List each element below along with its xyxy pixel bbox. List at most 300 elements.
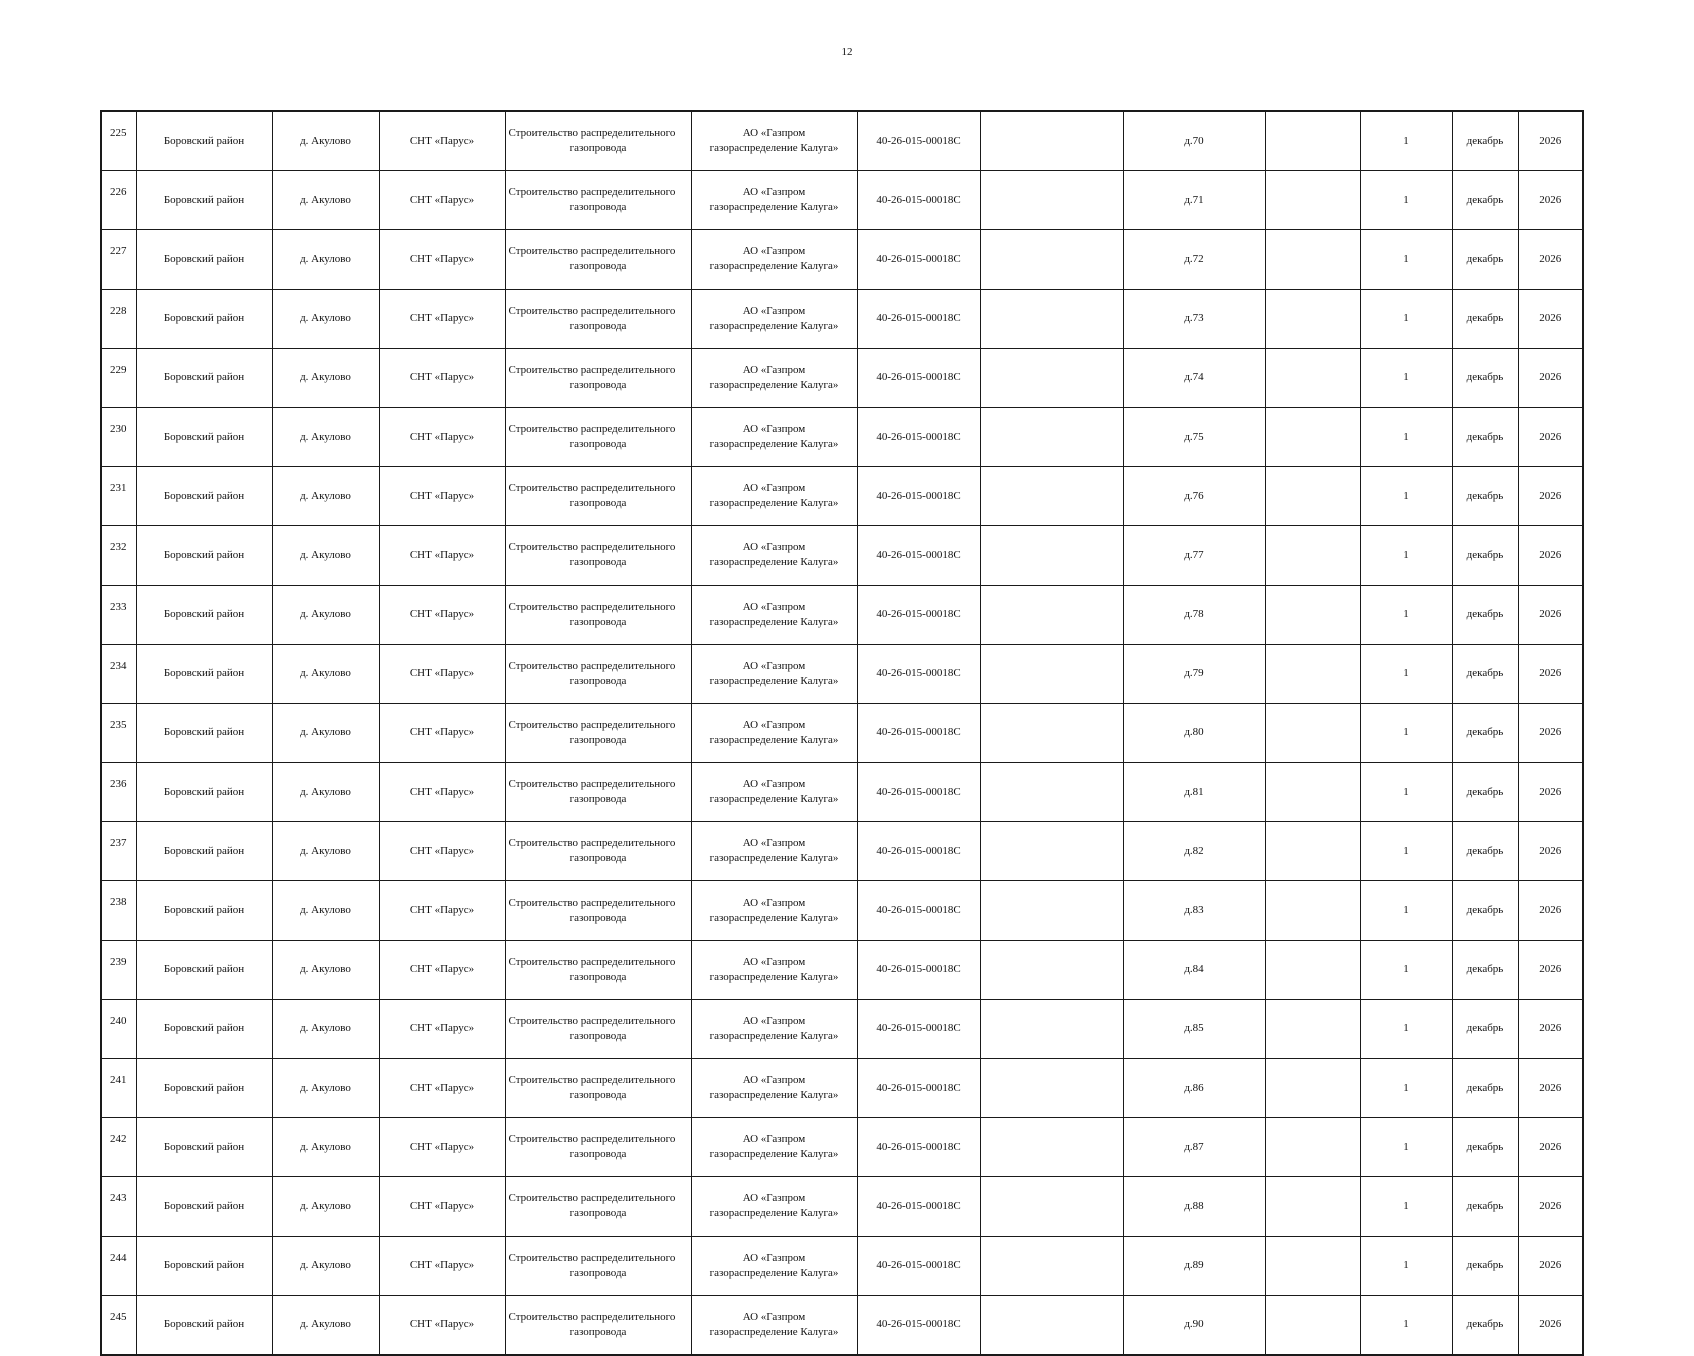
year-cell: 2026 <box>1518 763 1583 822</box>
locality-cell: д. Акулово <box>272 407 379 466</box>
district-cell: Боровский район <box>136 407 272 466</box>
house-cell: д.89 <box>1123 1236 1265 1295</box>
organization-line1: АО «Газпром <box>742 423 806 436</box>
organization-line2: газораспределение Калуга» <box>709 1029 839 1042</box>
house-cell: д.80 <box>1123 703 1265 762</box>
locality-cell: д. Акулово <box>272 289 379 348</box>
code-cell: 40-26-015-00018С <box>857 585 980 644</box>
month-cell: декабрь <box>1452 1059 1518 1118</box>
organization-cell <box>691 585 857 644</box>
object-cell: СНТ «Парус» <box>379 230 505 289</box>
work-type-line2: газопровода <box>569 378 627 391</box>
organization-line1: АО «Газпром <box>742 1133 806 1146</box>
work-type-line2: газопровода <box>569 733 627 746</box>
row-number: 229 <box>101 348 136 407</box>
organization-cell <box>691 526 857 585</box>
month-cell: декабрь <box>1452 703 1518 762</box>
district-cell: Боровский район <box>136 644 272 703</box>
organization-line2: газораспределение Калуга» <box>709 378 839 391</box>
empty-cell <box>980 1177 1123 1236</box>
work-type-cell <box>505 348 691 407</box>
district-cell: Боровский район <box>136 111 272 171</box>
locality-cell: д. Акулово <box>272 1177 379 1236</box>
year-cell: 2026 <box>1518 999 1583 1058</box>
year-cell: 2026 <box>1518 1118 1583 1177</box>
row-number: 244 <box>101 1236 136 1295</box>
count-cell: 1 <box>1360 585 1452 644</box>
row-number: 240 <box>101 999 136 1058</box>
locality-cell: д. Акулово <box>272 940 379 999</box>
house-cell: д.81 <box>1123 763 1265 822</box>
house-cell: д.86 <box>1123 1059 1265 1118</box>
district-cell: Боровский район <box>136 999 272 1058</box>
table-row <box>101 1177 1583 1236</box>
object-cell: СНТ «Парус» <box>379 1295 505 1355</box>
year-cell: 2026 <box>1518 703 1583 762</box>
organization-cell <box>691 230 857 289</box>
organization-line2: газораспределение Калуга» <box>709 793 839 806</box>
row-number: 228 <box>101 289 136 348</box>
year-cell: 2026 <box>1518 230 1583 289</box>
locality-cell: д. Акулово <box>272 348 379 407</box>
work-type-line1: Строительство распределительного <box>508 186 676 199</box>
district-cell: Боровский район <box>136 703 272 762</box>
month-cell: декабрь <box>1452 999 1518 1058</box>
table-row <box>101 644 1583 703</box>
count-cell: 1 <box>1360 526 1452 585</box>
count-cell: 1 <box>1360 1295 1452 1355</box>
object-cell: СНТ «Парус» <box>379 1059 505 1118</box>
empty-cell <box>1265 763 1360 822</box>
year-cell: 2026 <box>1518 585 1583 644</box>
organization-line1: АО «Газпром <box>742 1251 806 1264</box>
count-cell: 1 <box>1360 1236 1452 1295</box>
organization-line1: АО «Газпром <box>742 304 806 317</box>
row-number: 231 <box>101 467 136 526</box>
organization-cell <box>691 407 857 466</box>
organization-line1: АО «Газпром <box>742 659 806 672</box>
table-row <box>101 407 1583 466</box>
locality-cell: д. Акулово <box>272 1059 379 1118</box>
district-cell: Боровский район <box>136 585 272 644</box>
organization-line2: газораспределение Калуга» <box>709 1207 839 1220</box>
organization-cell <box>691 289 857 348</box>
work-type-line2: газопровода <box>569 1089 627 1102</box>
work-type-line2: газопровода <box>569 497 627 510</box>
count-cell: 1 <box>1360 703 1452 762</box>
locality-cell: д. Акулово <box>272 881 379 940</box>
year-cell: 2026 <box>1518 407 1583 466</box>
organization-cell <box>691 999 857 1058</box>
organization-cell <box>691 1059 857 1118</box>
year-cell: 2026 <box>1518 1059 1583 1118</box>
month-cell: декабрь <box>1452 940 1518 999</box>
district-cell: Боровский район <box>136 230 272 289</box>
count-cell: 1 <box>1360 1118 1452 1177</box>
registry-table <box>100 110 1584 1356</box>
object-cell: СНТ «Парус» <box>379 940 505 999</box>
work-type-cell <box>505 289 691 348</box>
organization-line2: газораспределение Калуга» <box>709 1266 839 1279</box>
empty-cell <box>1265 407 1360 466</box>
code-cell: 40-26-015-00018С <box>857 111 980 171</box>
month-cell: декабрь <box>1452 1177 1518 1236</box>
row-number: 236 <box>101 763 136 822</box>
empty-cell <box>980 644 1123 703</box>
code-cell: 40-26-015-00018С <box>857 348 980 407</box>
empty-cell <box>1265 1118 1360 1177</box>
count-cell: 1 <box>1360 230 1452 289</box>
organization-cell <box>691 940 857 999</box>
row-number: 245 <box>101 1295 136 1355</box>
code-cell: 40-26-015-00018С <box>857 999 980 1058</box>
empty-cell <box>980 881 1123 940</box>
work-type-line2: газопровода <box>569 852 627 865</box>
code-cell: 40-26-015-00018С <box>857 289 980 348</box>
table-row <box>101 999 1583 1058</box>
organization-line1: АО «Газпром <box>742 1310 806 1323</box>
code-cell: 40-26-015-00018С <box>857 703 980 762</box>
code-cell: 40-26-015-00018С <box>857 1059 980 1118</box>
work-type-line2: газопровода <box>569 970 627 983</box>
object-cell: СНТ «Парус» <box>379 526 505 585</box>
district-cell: Боровский район <box>136 881 272 940</box>
table-row <box>101 230 1583 289</box>
work-type-line2: газопровода <box>569 260 627 273</box>
empty-cell <box>980 171 1123 230</box>
empty-cell <box>980 1236 1123 1295</box>
year-cell: 2026 <box>1518 1295 1583 1355</box>
house-cell: д.74 <box>1123 348 1265 407</box>
house-cell: д.76 <box>1123 467 1265 526</box>
organization-line2: газораспределение Калуга» <box>709 319 839 332</box>
work-type-line1: Строительство распределительного <box>508 1014 676 1027</box>
year-cell: 2026 <box>1518 822 1583 881</box>
organization-line2: газораспределение Калуга» <box>709 1148 839 1161</box>
work-type-line2: газопровода <box>569 142 627 155</box>
work-type-line1: Строительство распределительного <box>508 1251 676 1264</box>
work-type-line1: Строительство распределительного <box>508 423 676 436</box>
district-cell: Боровский район <box>136 289 272 348</box>
work-type-cell <box>505 940 691 999</box>
work-type-cell <box>505 407 691 466</box>
organization-line2: газораспределение Калуга» <box>709 1325 839 1338</box>
object-cell: СНТ «Парус» <box>379 1177 505 1236</box>
house-cell: д.88 <box>1123 1177 1265 1236</box>
code-cell: 40-26-015-00018С <box>857 407 980 466</box>
empty-cell <box>980 763 1123 822</box>
object-cell: СНТ «Парус» <box>379 881 505 940</box>
locality-cell: д. Акулово <box>272 763 379 822</box>
month-cell: декабрь <box>1452 644 1518 703</box>
table-row <box>101 526 1583 585</box>
organization-line2: газораспределение Калуга» <box>709 733 839 746</box>
organization-line2: газораспределение Калуга» <box>709 556 839 569</box>
work-type-cell <box>505 763 691 822</box>
table-row <box>101 703 1583 762</box>
work-type-cell <box>505 703 691 762</box>
house-cell: д.71 <box>1123 171 1265 230</box>
work-type-cell <box>505 111 691 171</box>
month-cell: декабрь <box>1452 171 1518 230</box>
empty-cell <box>1265 348 1360 407</box>
locality-cell: д. Акулово <box>272 1295 379 1355</box>
work-type-line2: газопровода <box>569 1207 627 1220</box>
organization-cell <box>691 644 857 703</box>
work-type-cell <box>505 585 691 644</box>
empty-cell <box>1265 289 1360 348</box>
table-row <box>101 171 1583 230</box>
row-number: 230 <box>101 407 136 466</box>
work-type-line2: газопровода <box>569 319 627 332</box>
row-number: 241 <box>101 1059 136 1118</box>
month-cell: декабрь <box>1452 1236 1518 1295</box>
month-cell: декабрь <box>1452 230 1518 289</box>
month-cell: декабрь <box>1452 1118 1518 1177</box>
work-type-cell <box>505 1059 691 1118</box>
work-type-line1: Строительство распределительного <box>508 1074 676 1087</box>
count-cell: 1 <box>1360 1177 1452 1236</box>
table-row <box>101 348 1583 407</box>
month-cell: декабрь <box>1452 289 1518 348</box>
locality-cell: д. Акулово <box>272 644 379 703</box>
table-row <box>101 1059 1583 1118</box>
organization-line1: АО «Газпром <box>742 541 806 554</box>
organization-line1: АО «Газпром <box>742 718 806 731</box>
row-number: 225 <box>101 111 136 171</box>
organization-line1: АО «Газпром <box>742 1074 806 1087</box>
empty-cell <box>1265 1177 1360 1236</box>
count-cell: 1 <box>1360 467 1452 526</box>
empty-cell <box>980 526 1123 585</box>
code-cell: 40-26-015-00018С <box>857 822 980 881</box>
month-cell: декабрь <box>1452 585 1518 644</box>
code-cell: 40-26-015-00018С <box>857 940 980 999</box>
work-type-line2: газопровода <box>569 556 627 569</box>
house-cell: д.75 <box>1123 407 1265 466</box>
district-cell: Боровский район <box>136 940 272 999</box>
month-cell: декабрь <box>1452 467 1518 526</box>
house-cell: д.77 <box>1123 526 1265 585</box>
row-number: 234 <box>101 644 136 703</box>
organization-cell <box>691 703 857 762</box>
organization-line2: газораспределение Калуга» <box>709 615 839 628</box>
work-type-line1: Строительство распределительного <box>508 363 676 376</box>
work-type-cell <box>505 230 691 289</box>
organization-line2: газораспределение Калуга» <box>709 260 839 273</box>
organization-line2: газораспределение Калуга» <box>709 438 839 451</box>
year-cell: 2026 <box>1518 1177 1583 1236</box>
row-number: 232 <box>101 526 136 585</box>
empty-cell <box>980 230 1123 289</box>
object-cell: СНТ «Парус» <box>379 703 505 762</box>
organization-line2: газораспределение Калуга» <box>709 911 839 924</box>
work-type-line1: Строительство распределительного <box>508 1133 676 1146</box>
table-row <box>101 289 1583 348</box>
empty-cell <box>980 407 1123 466</box>
year-cell: 2026 <box>1518 644 1583 703</box>
empty-cell <box>980 111 1123 171</box>
work-type-cell <box>505 526 691 585</box>
district-cell: Боровский район <box>136 467 272 526</box>
work-type-line1: Строительство распределительного <box>508 482 676 495</box>
row-number: 226 <box>101 171 136 230</box>
organization-cell <box>691 1236 857 1295</box>
row-number: 235 <box>101 703 136 762</box>
table-row <box>101 763 1583 822</box>
code-cell: 40-26-015-00018С <box>857 763 980 822</box>
object-cell: СНТ «Парус» <box>379 289 505 348</box>
table-row <box>101 822 1583 881</box>
organization-cell <box>691 881 857 940</box>
organization-cell <box>691 763 857 822</box>
table-row <box>101 585 1583 644</box>
object-cell: СНТ «Парус» <box>379 763 505 822</box>
code-cell: 40-26-015-00018С <box>857 230 980 289</box>
organization-cell <box>691 1295 857 1355</box>
count-cell: 1 <box>1360 940 1452 999</box>
code-cell: 40-26-015-00018С <box>857 1236 980 1295</box>
work-type-line2: газопровода <box>569 911 627 924</box>
work-type-cell <box>505 999 691 1058</box>
object-cell: СНТ «Парус» <box>379 467 505 526</box>
page-number: 12 <box>841 46 853 58</box>
work-type-line2: газопровода <box>569 201 627 214</box>
organization-line1: АО «Газпром <box>742 363 806 376</box>
object-cell: СНТ «Парус» <box>379 407 505 466</box>
organization-cell <box>691 822 857 881</box>
table-row <box>101 111 1583 171</box>
code-cell: 40-26-015-00018С <box>857 1295 980 1355</box>
empty-cell <box>1265 111 1360 171</box>
empty-cell <box>1265 822 1360 881</box>
work-type-cell <box>505 1295 691 1355</box>
year-cell: 2026 <box>1518 111 1583 171</box>
empty-cell <box>1265 644 1360 703</box>
empty-cell <box>980 822 1123 881</box>
empty-cell <box>1265 940 1360 999</box>
organization-line1: АО «Газпром <box>742 778 806 791</box>
house-cell: д.83 <box>1123 881 1265 940</box>
work-type-line1: Строительство распределительного <box>508 718 676 731</box>
empty-cell <box>980 999 1123 1058</box>
work-type-line1: Строительство распределительного <box>508 837 676 850</box>
count-cell: 1 <box>1360 1059 1452 1118</box>
empty-cell <box>980 1118 1123 1177</box>
empty-cell <box>1265 1295 1360 1355</box>
work-type-cell <box>505 1177 691 1236</box>
locality-cell: д. Акулово <box>272 822 379 881</box>
month-cell: декабрь <box>1452 526 1518 585</box>
table-row <box>101 1236 1583 1295</box>
year-cell: 2026 <box>1518 467 1583 526</box>
empty-cell <box>1265 1236 1360 1295</box>
district-cell: Боровский район <box>136 1059 272 1118</box>
year-cell: 2026 <box>1518 526 1583 585</box>
empty-cell <box>980 348 1123 407</box>
work-type-line1: Строительство распределительного <box>508 659 676 672</box>
locality-cell: д. Акулово <box>272 171 379 230</box>
count-cell: 1 <box>1360 348 1452 407</box>
empty-cell <box>1265 703 1360 762</box>
empty-cell <box>980 1295 1123 1355</box>
organization-line2: газораспределение Калуга» <box>709 1089 839 1102</box>
work-type-line2: газопровода <box>569 438 627 451</box>
organization-cell <box>691 171 857 230</box>
empty-cell <box>980 289 1123 348</box>
code-cell: 40-26-015-00018С <box>857 1118 980 1177</box>
house-cell: д.87 <box>1123 1118 1265 1177</box>
locality-cell: д. Акулово <box>272 230 379 289</box>
organization-line1: АО «Газпром <box>742 955 806 968</box>
work-type-line2: газопровода <box>569 1325 627 1338</box>
work-type-cell <box>505 1236 691 1295</box>
row-number: 237 <box>101 822 136 881</box>
code-cell: 40-26-015-00018С <box>857 1177 980 1236</box>
work-type-line1: Строительство распределительного <box>508 1192 676 1205</box>
month-cell: декабрь <box>1452 1295 1518 1355</box>
count-cell: 1 <box>1360 289 1452 348</box>
empty-cell <box>1265 999 1360 1058</box>
empty-cell <box>1265 171 1360 230</box>
code-cell: 40-26-015-00018С <box>857 644 980 703</box>
table-row <box>101 1118 1583 1177</box>
work-type-line2: газопровода <box>569 615 627 628</box>
work-type-line1: Строительство распределительного <box>508 1310 676 1323</box>
empty-cell <box>980 940 1123 999</box>
locality-cell: д. Акулово <box>272 526 379 585</box>
organization-line1: АО «Газпром <box>742 600 806 613</box>
count-cell: 1 <box>1360 822 1452 881</box>
month-cell: декабрь <box>1452 763 1518 822</box>
month-cell: декабрь <box>1452 881 1518 940</box>
district-cell: Боровский район <box>136 348 272 407</box>
district-cell: Боровский район <box>136 526 272 585</box>
object-cell: СНТ «Парус» <box>379 999 505 1058</box>
empty-cell <box>980 703 1123 762</box>
object-cell: СНТ «Парус» <box>379 822 505 881</box>
organization-line2: газораспределение Калуга» <box>709 970 839 983</box>
empty-cell <box>1265 881 1360 940</box>
locality-cell: д. Акулово <box>272 467 379 526</box>
organization-line2: газораспределение Калуга» <box>709 852 839 865</box>
month-cell: декабрь <box>1452 111 1518 171</box>
object-cell: СНТ «Парус» <box>379 1118 505 1177</box>
empty-cell <box>1265 585 1360 644</box>
house-cell: д.78 <box>1123 585 1265 644</box>
table-row <box>101 940 1583 999</box>
year-cell: 2026 <box>1518 171 1583 230</box>
district-cell: Боровский район <box>136 171 272 230</box>
district-cell: Боровский район <box>136 822 272 881</box>
organization-line2: газораспределение Калуга» <box>709 497 839 510</box>
work-type-cell <box>505 644 691 703</box>
object-cell: СНТ «Парус» <box>379 171 505 230</box>
code-cell: 40-26-015-00018С <box>857 881 980 940</box>
count-cell: 1 <box>1360 407 1452 466</box>
empty-cell <box>1265 526 1360 585</box>
object-cell: СНТ «Парус» <box>379 585 505 644</box>
organization-line2: газораспределение Калуга» <box>709 142 839 155</box>
organization-line1: АО «Газпром <box>742 896 806 909</box>
organization-cell <box>691 1177 857 1236</box>
organization-line2: газораспределение Калуга» <box>709 674 839 687</box>
district-cell: Боровский район <box>136 1236 272 1295</box>
empty-cell <box>980 585 1123 644</box>
organization-cell <box>691 348 857 407</box>
count-cell: 1 <box>1360 644 1452 703</box>
organization-line2: газораспределение Калуга» <box>709 201 839 214</box>
